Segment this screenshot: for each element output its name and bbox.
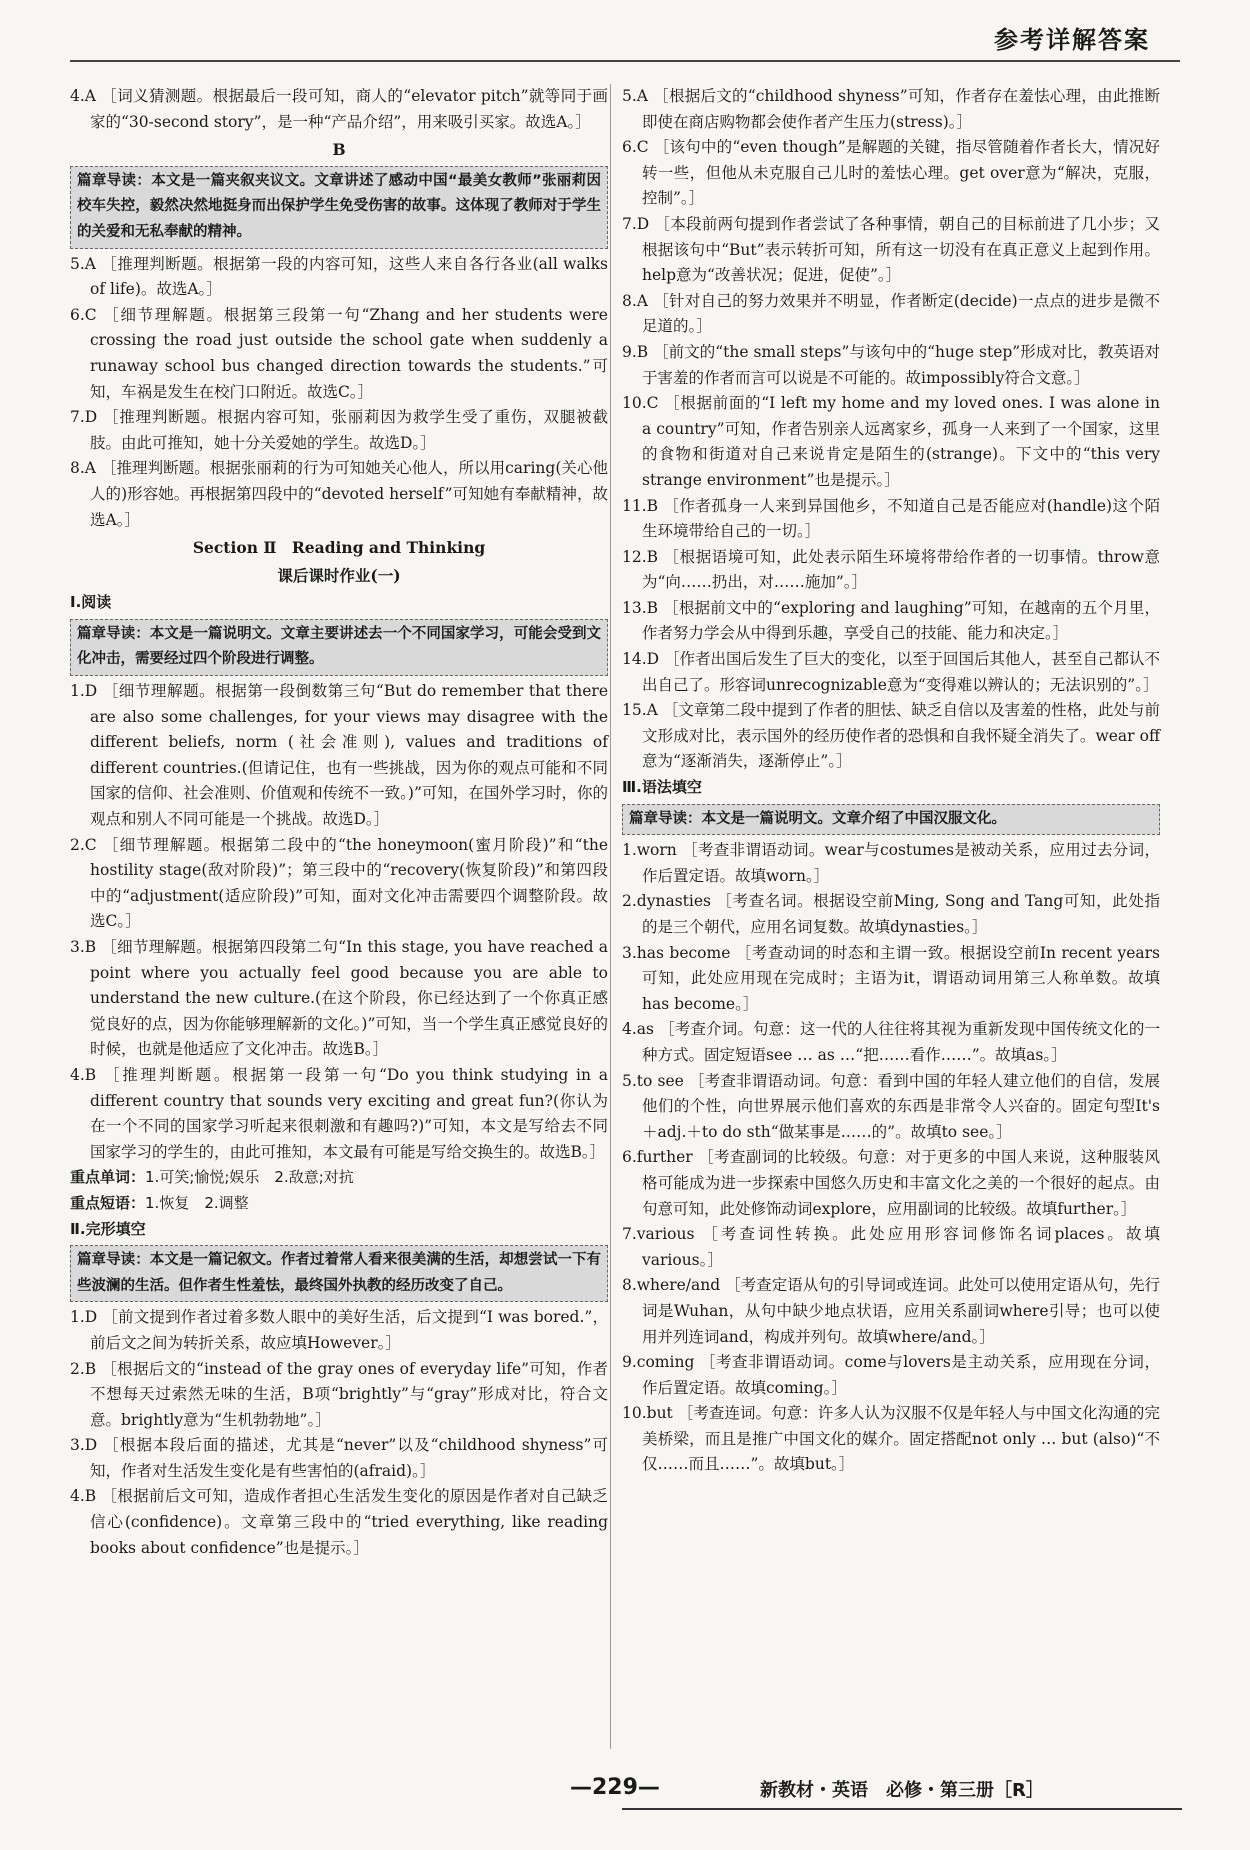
cloze-heading: Ⅱ.完形填空 — [70, 1219, 146, 1238]
answer-g2: 2.dynasties ［考查名词。根据设空前Ming, Song and Tang可知，此处指的是三个朝代，应用名词复数。故填dynasties。］ — [622, 892, 1160, 936]
page-header-title: 参考详解答案 — [994, 26, 1150, 54]
answer-r4: 4.B ［推理判断题。根据第一段第一句“Do you think studying in a different country that sounds very exciting and great fun?(你认为在一个不同的国家学习听起来很刺激和有趣吗?)”可知，本文是写给去不同国家学习的学生的，由此可推知，本文最有可能是写给交换生的。故选B。］ — [70, 1065, 608, 1161]
answer-c6: 6.C ［该句中的“even though”是解题的关键，指尽管随着作者长大，情况好转一些，但他从未克服自己儿时的羞怯心理。get over意为“解决，克服，控制”。］ — [622, 138, 1160, 208]
answer-r3: 3.B ［细节理解题。根据第四段第二句“In this stage, you have reached a point where you actually feel good because you are able to understand the new culture.(在这个阶段，你已经达到了一个你真正感觉良好的点，因为你能够理解新的文化。)”可知，当一个学生真正感觉良好的时候，也就是他适应了文化冲击。故选B。］ — [70, 938, 608, 1059]
footer-rule — [622, 1808, 1182, 1810]
homework-heading: 课后课时作业(一) — [277, 565, 401, 585]
answer-c1: 1.D ［前文提到作者过着多数人眼中的美好生活，后文提到“I was bored.”，前后文之间为转折关系，故应填However。］ — [70, 1308, 608, 1352]
answer-c10: 10.C ［根据前面的“I left my home and my loved ones. I was alone in a country”可知，作者告别亲人远离家乡，孤身一人来到了一个国家，这里的食物和街道对自己来说肯定是陌生的(strange)。下文中的“this very strange environment”也是提示。］ — [622, 394, 1160, 489]
right-column — [622, 84, 1160, 1478]
answer-g6: 6.further ［考查副词的比较级。句意：对于更多的中国人来说，这种服装风格可能成为进一步探索中国悠久历史和丰富文化之美的一个很好的起点。由句意可知，此处修饰动词explore，应用副词的比较级。故填further。］ — [622, 1148, 1160, 1218]
answer-b6: 6.C ［细节理解题。根据第三段第一句“Zhang and her students were crossing the road just outside the school gate when suddenly a runaway school bus changed direction towards the students.”可知，车祸是发生在校门口附近。故选C。］ — [70, 305, 608, 401]
answer-c12: 12.B ［根据语境可知，此处表示陌生环境将带给作者的一切事情。throw意为“向……扔出，对……施加”。］ — [622, 547, 1160, 592]
answer-g7: 7.various ［考查词性转换。此处应用形容词修饰名词places。故填various。］ — [622, 1225, 1160, 1269]
answer-g3: 3.has become ［考查动词的时态和主谓一致。根据设空前In recent years可知，此处应用现在完成时；主语为it，谓语动词用第三人称单数。故填has become。］ — [622, 943, 1160, 1013]
answer-c5: 5.A ［根据后文的“childhood shyness”可知，作者存在羞怯心理，由此推断即使在商店购物都会使作者产生压力(stress)。］ — [622, 87, 1160, 131]
key-phrases-text: 1.恢复 2.调整 — [145, 1193, 249, 1212]
key-words-label: 重点单词： — [70, 1168, 146, 1187]
guide-reading: 篇章导读：本文是一篇说明文。文章主要讲述去一个不同国家学习，可能会受到文化冲击，需要经过四个阶段进行调整。 — [70, 619, 608, 676]
answer-b8: 8.A ［推理判断题。根据张丽莉的行为可知她关心他人，所以用caring(关心他人的)形容她。再根据第四段中的“devoted herself”可知她有奉献精神，故选A。］ — [70, 459, 608, 529]
key-words-text: 1.可笑;愉悦;娱乐 2.敌意;对抗 — [145, 1168, 354, 1187]
answer-c3: 3.D ［根据本段后面的描述，尤其是“never”以及“childhood shyness”可知，作者对生活发生变化是有些害怕的(afraid)。］ — [70, 1436, 608, 1480]
guide-grammar: 篇章导读：本文是一篇说明文。文章介绍了中国汉服文化。 — [622, 804, 1160, 836]
answer-g8: 8.where/and ［考查定语从句的引导词或连词。此处可以使用定语从句，先行词是Wuhan，从句中缺少地点状语，应用关系副词where引导；也可以使用并列连词and，构成并列句。故填where/and。］ — [622, 1276, 1160, 1346]
answer-c15: 15.A ［文章第二段中提到了作者的胆怯、缺乏自信以及害羞的性格，此处与前文形成对比，表示国外的经历使作者的恐惧和自我怀疑全消失了。wear off意为“逐渐消失，逐渐停止”。］ — [622, 701, 1160, 771]
book-title: 新教材・英语 必修・第三册［R］ — [760, 1780, 1044, 1801]
answer-c7: 7.D ［本段前两句提到作者尝试了各种事情，朝自己的目标前进了几小步；又根据该句中“But”表示转折可知，所有这一切没有在真正意义上起到作用。help意为“改善状况；促进，促使”。］ — [622, 214, 1160, 285]
answer-c11: 11.B ［作者孤身一人来到异国他乡，不知道自己是否能应对(handle)这个陌生环境带给自己的一切。］ — [622, 496, 1160, 541]
answer-c2: 2.B ［根据后文的“instead of the gray ones of everyday life”可知，作者不想每天过索然无味的生活，B项“brightly”与“gray”形成对比，符合文意。brightly意为“生机勃勃地”。］ — [70, 1359, 608, 1429]
answer-c9: 9.B ［前文的“the small steps”与该句中的“huge step”形成对比，教英语对于害羞的作者而言可以说是不可能的。故impossibly符合文意。］ — [622, 342, 1160, 387]
left-column — [70, 84, 608, 1561]
reading-heading: Ⅰ.阅读 — [70, 593, 112, 612]
answer-a4: 4.A ［词义猜测题。根据最后一段可知，商人的“elevator pitch”就等同于画家的“30-second story”，是一种“产品介绍”，用来吸引买家。故选A。］ — [70, 87, 608, 131]
section-heading: Section Ⅱ Reading and Thinking — [192, 538, 486, 558]
page-number: —229— — [570, 1775, 660, 1800]
answer-b7: 7.D ［推理判断题。根据内容可知，张丽莉因为救学生受了重伤，双腿被截肢。由此可推知，她十分关爱她的学生。故选D。］ — [70, 408, 608, 452]
grammar-heading: Ⅲ.语法填空 — [622, 778, 702, 797]
answer-r1: 1.D ［细节理解题。根据第一段倒数第三句“But do remember that there are also some challenges, for your views may disagree with the different beliefs, norm (社会准则), values and traditions of different countries.(但请记住，也有一些挑战，因为你的观点可能和不同国家的信仰、社会准则、价值观和传统不一致。)”可知，在国外学习时，你的观点和别人不同可能是一个挑战。故选D。］ — [70, 682, 608, 829]
answer-r2: 2.C ［细节理解题。根据第二段中的“the honeymoon(蜜月阶段)”和“the hostility stage(敌对阶段)”；第三段中的“recovery(恢复阶段)”和第四段中的“adjustment(适应阶段)”可知，面对文化冲击需要四个调整阶段。故选C。］ — [70, 835, 608, 931]
part-b-heading: B — [332, 140, 346, 160]
answer-g5: 5.to see ［考查非谓语动词。句意：看到中国的年轻人建立他们的自信，发展他们的个性，向世界展示他们喜欢的东西是非常令人兴奋的。固定句型It's＋adj.＋to do sth“做某事是……的”。故填to see。］ — [622, 1071, 1160, 1141]
answer-c4: 4.B ［根据前后文可知，造成作者担心生活发生变化的原因是作者对自己缺乏信心(confidence)。文章第三段中的“tried everything, like reading books about confidence”也是提示。］ — [70, 1487, 608, 1557]
answer-c8: 8.A ［针对自己的努力效果并不明显，作者断定(decide)一点点的进步是微不足道的。］ — [622, 291, 1160, 336]
key-phrases-label: 重点短语： — [70, 1193, 146, 1212]
answer-b5: 5.A ［推理判断题。根据第一段的内容可知，这些人来自各行各业(all walks of life)。故选A。］ — [70, 254, 608, 299]
key-words — [70, 1165, 608, 1191]
answer-c14: 14.D ［作者出国后发生了巨大的变化，以至于回国后其他人，甚至自己都认不出自己了。形容词unrecognizable意为“变得难以辨认的；无法识别的”。］ — [622, 650, 1161, 694]
answer-g1: 1.worn ［考查非谓语动词。wear与costumes是被动关系，应用过去分词，作后置定语。故填worn。］ — [622, 841, 1160, 885]
answer-g4: 4.as ［考查介词。句意：这一代的人往往将其视为重新发现中国传统文化的一种方式。固定短语see … as …“把……看作……”。故填as。］ — [622, 1020, 1160, 1064]
key-phrases — [70, 1191, 608, 1217]
column-divider — [610, 84, 611, 1749]
guide-cloze: 篇章导读：本文是一篇记叙文。作者过着常人看来很美满的生活，却想尝试一下有些波澜的生活。但作者生性羞怯，最终国外执教的经历改变了自己。 — [70, 1245, 608, 1302]
answer-g10: 10.but ［考查连词。句意：许多人认为汉服不仅是年轻人与中国文化沟通的完美桥梁，而且是推广中国文化的媒介。固定搭配not only … but (also)“不仅……而且……”。故填but。］ — [622, 1404, 1160, 1474]
answer-c13: 13.B ［根据前文中的“exploring and laughing”可知，在越南的五个月里，作者努力学会从中得到乐趣，享受自己的技能、能力和决定。］ — [622, 598, 1160, 643]
guide-b: 篇章导读：本文是一篇夹叙夹议文。文章讲述了感动中国“最美女教师”张丽莉因校车失控，毅然决然地挺身而出保护学生免受伤害的故事。这体现了教师对于学生的关爱和无私奉献的精神。 — [70, 166, 608, 249]
answer-g9: 9.coming ［考查非谓语动词。come与lovers是主动关系，应用现在分词，作后置定语。故填coming。］ — [622, 1353, 1160, 1397]
header-rule — [70, 60, 1180, 62]
